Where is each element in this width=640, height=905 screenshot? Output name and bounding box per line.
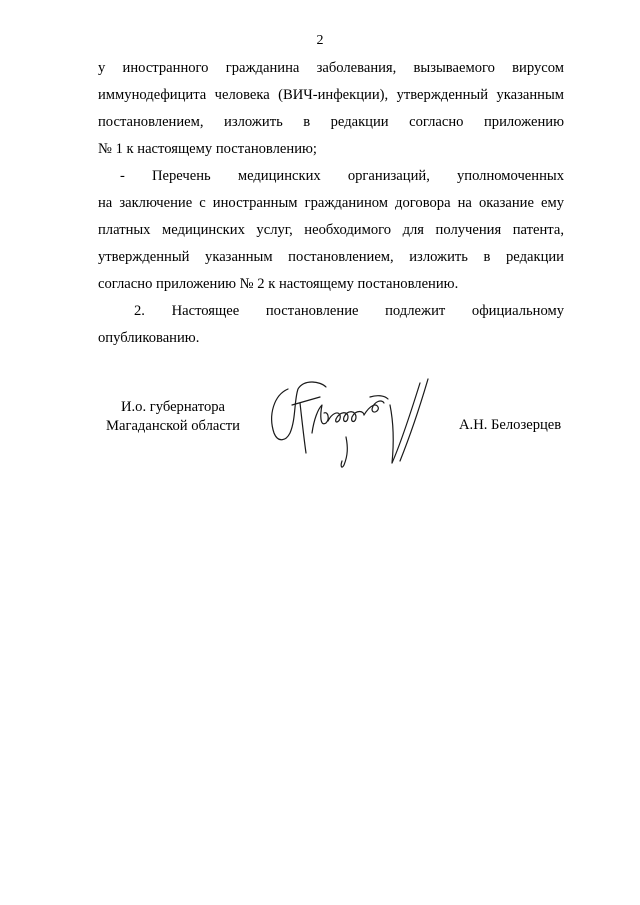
paragraph-line: опубликованию. bbox=[98, 330, 200, 346]
signatory-title-line2: Магаданской области bbox=[106, 418, 240, 434]
signatory-title bbox=[98, 398, 248, 436]
handwritten-signature bbox=[260, 375, 440, 470]
paragraph-line: утвержденный указанным постановлением, изложить в редакции bbox=[98, 249, 564, 265]
paragraph-line: у иностранного гражданина заболевания, вызываемого вирусом bbox=[98, 60, 564, 76]
page-number: 2 bbox=[316, 33, 324, 48]
paragraph-line: иммунодефицита человека (ВИЧ-инфекции), утвержденный указанным bbox=[98, 87, 564, 103]
paragraph-line: постановлением, изложить в редакции согласно приложению bbox=[98, 114, 564, 130]
paragraph-line: 2. Настоящее постановление подлежит официальному bbox=[134, 303, 564, 319]
paragraph-line: согласно приложению № 2 к настоящему постановлению. bbox=[98, 276, 459, 292]
paragraph-line: платных медицинских услуг, необходимого для получения патента, bbox=[98, 222, 564, 238]
paragraph-line: на заключение с иностранным гражданином договора на оказание ему bbox=[98, 195, 564, 211]
signatory-title-line1: И.о. губернатора bbox=[120, 399, 226, 415]
paragraph-line: - Перечень медицинских организаций, уполномоченных bbox=[120, 168, 564, 184]
signatory-name: А.Н. Белозерцев bbox=[459, 417, 562, 433]
paragraph-line: № 1 к настоящему постановлению; bbox=[98, 141, 317, 157]
